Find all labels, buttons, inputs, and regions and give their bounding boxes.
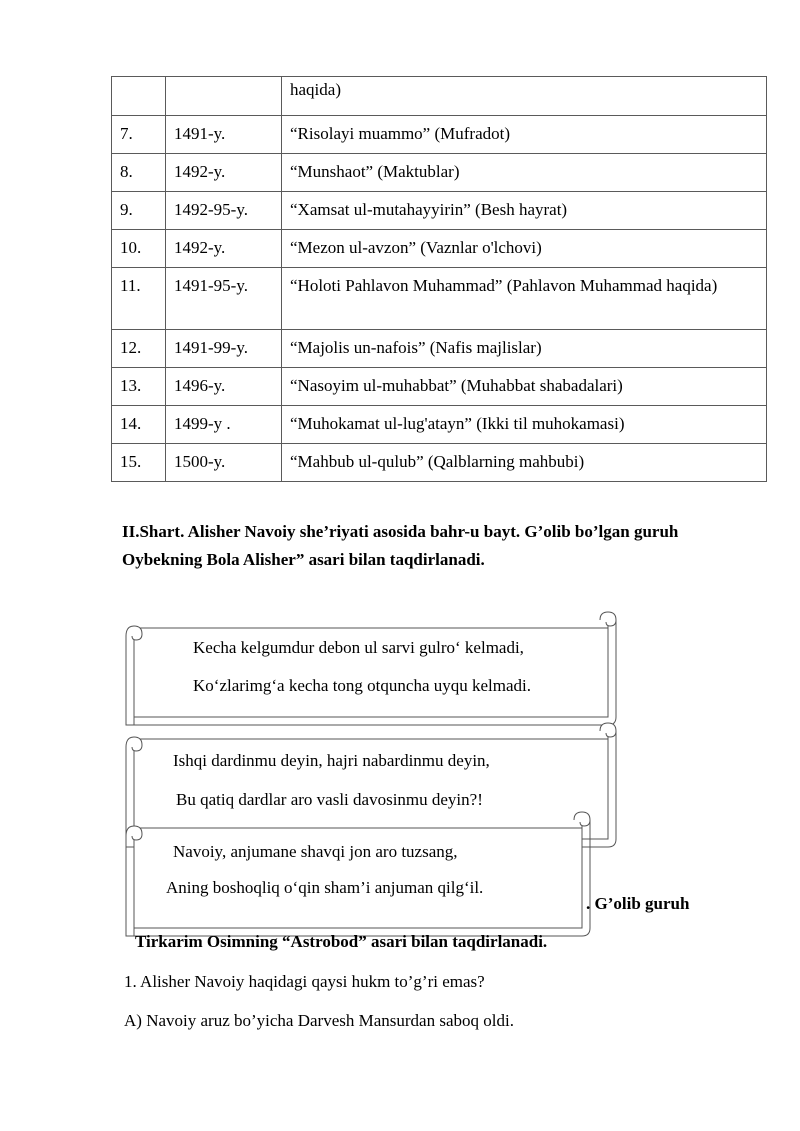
cell-title: “Xamsat ul-mutahayyirin” (Besh hayrat): [282, 192, 767, 230]
table-row: [112, 192, 767, 230]
cell-number: 11.: [112, 268, 166, 330]
scroll-frame-icon: [118, 812, 590, 940]
cell-number: 14.: [112, 406, 166, 444]
table-row: [112, 268, 767, 330]
poem-line: Kecha kelgumdur debon ul sarvi gulro‘ kelmadi,: [193, 638, 524, 657]
table-row: [112, 116, 767, 154]
table-row: [112, 330, 767, 368]
section-3-heading-line1: . G’olib guruh: [586, 894, 690, 913]
poem-scroll: [118, 812, 590, 940]
table-row: [112, 230, 767, 268]
cell-year: 1492-y.: [166, 154, 282, 192]
cell-number: [112, 77, 166, 116]
cell-title: haqida): [282, 77, 767, 116]
cell-number: 7.: [112, 116, 166, 154]
cell-title: “Majolis un-nafois” (Nafis majlislar): [282, 330, 767, 368]
cell-title: “Risolayi muammo” (Mufradot): [282, 116, 767, 154]
cell-year: [166, 77, 282, 116]
cell-number: 15.: [112, 444, 166, 482]
cell-title: “Mezon ul-avzon” (Vaznlar o'lchovi): [282, 230, 767, 268]
cell-year: 1491-95-y.: [166, 268, 282, 330]
cell-title: “Munshaot” (Maktublar): [282, 154, 767, 192]
poem-scroll: [118, 612, 616, 729]
cell-number: 8.: [112, 154, 166, 192]
table-row: [112, 406, 767, 444]
cell-year: 1492-95-y.: [166, 192, 282, 230]
cell-year: 1491-y.: [166, 116, 282, 154]
cell-year: 1500-y.: [166, 444, 282, 482]
cell-title: “Holoti Pahlavon Muhammad” (Pahlavon Muhammad haqida): [282, 268, 767, 330]
section-3-heading-line2: Tirkarim Osimning “Astrobod” asari bilan taqdirlanadi.: [135, 932, 548, 951]
cell-year: 1496-y.: [166, 368, 282, 406]
quiz-option-a: A) Navoiy aruz bo’yicha Darvesh Mansurdan saboq oldi.: [124, 1011, 514, 1030]
table-row: [112, 154, 767, 192]
cell-title: “Nasoyim ul-muhabbat” (Muhabbat shabadalari): [282, 368, 767, 406]
works-table: [111, 76, 767, 482]
quiz-question-1: 1. Alisher Navoiy haqidagi qaysi hukm to’g’ri emas?: [124, 972, 485, 991]
cell-number: 9.: [112, 192, 166, 230]
cell-year: 1491-99-y.: [166, 330, 282, 368]
cell-number: 13.: [112, 368, 166, 406]
poem-line: Ishqi dardinmu deyin, hajri nabardinmu deyin,: [173, 751, 490, 770]
table-row: [112, 368, 767, 406]
cell-title: “Muhokamat ul-lug'atayn” (Ikki til muhokamasi): [282, 406, 767, 444]
cell-year: 1499-y .: [166, 406, 282, 444]
cell-year: 1492-y.: [166, 230, 282, 268]
cell-number: 10.: [112, 230, 166, 268]
cell-number: 12.: [112, 330, 166, 368]
poem-line: Ko‘zlarimg‘a kecha tong otquncha uyqu kelmadi.: [193, 676, 531, 695]
poem-line: Navoiy, anjumane shavqi jon aro tuzsang,: [173, 842, 458, 861]
table-row: [112, 77, 767, 116]
scroll-frame-icon: [118, 612, 616, 729]
poem-line: Aning boshoqliq o‘qin sham’i anjuman qilg‘il.: [166, 878, 484, 897]
cell-title: “Mahbub ul-qulub” (Qalblarning mahbubi): [282, 444, 767, 482]
section-2-heading: II.Shart. Alisher Navoiy she’riyati asosida bahr-u bayt. G’olib bo’lgan guruh Oybekning Bola Alisher” asari bilan taqdirlanadi.: [122, 522, 679, 569]
table-row: [112, 444, 767, 482]
poem-line: Bu qatiq dardlar aro vasli davosinmu deyin?!: [176, 790, 483, 809]
